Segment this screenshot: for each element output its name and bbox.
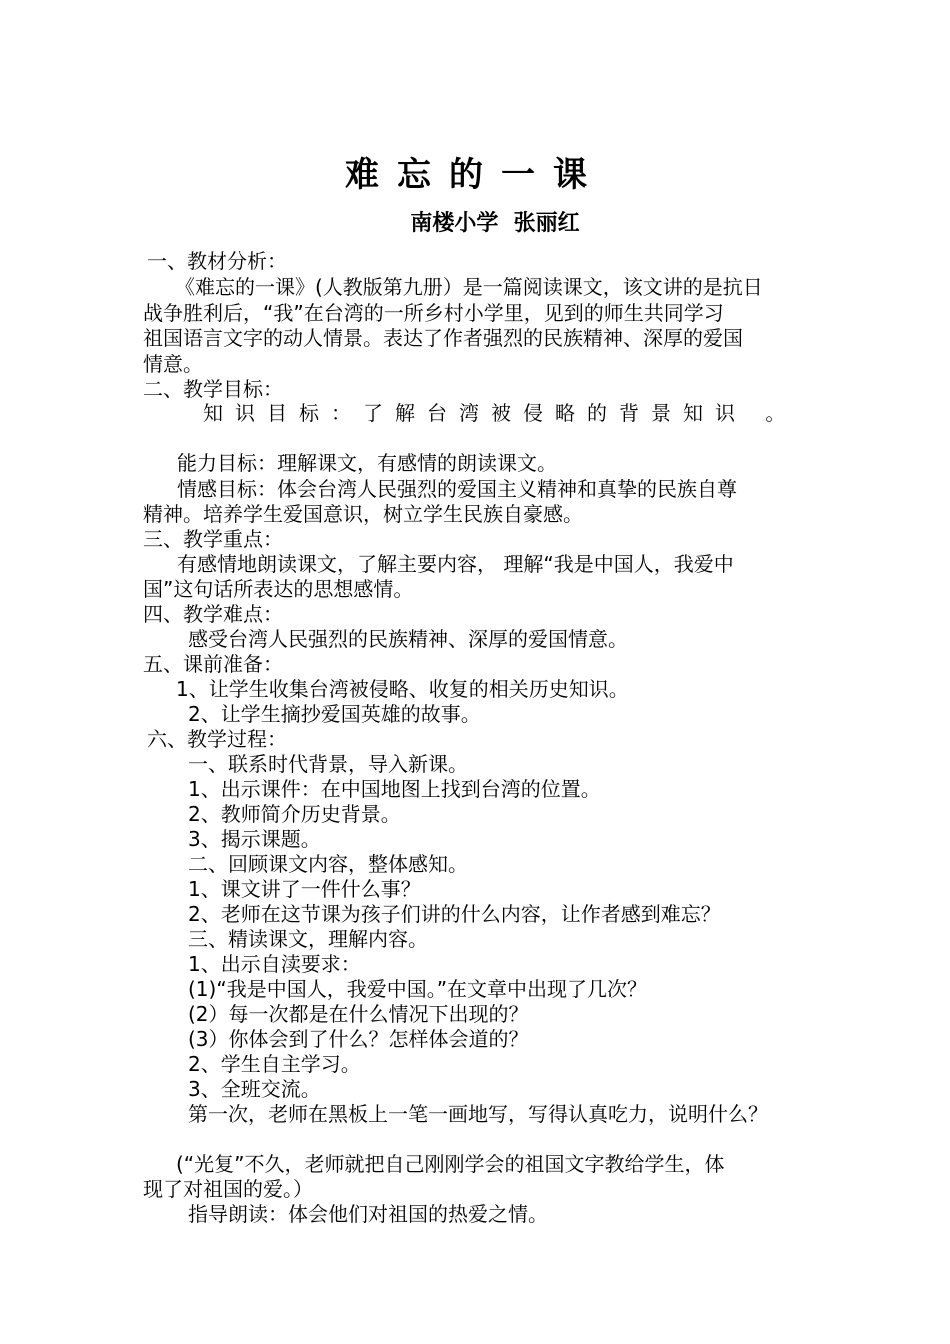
section-heading-materials: 一、教材分析： bbox=[147, 249, 287, 273]
list-item: 1、出示课件：在中国地图上找到台湾的位置。 bbox=[188, 777, 601, 801]
list-item: (1)“我是中国人，我爱中国。”在文章中出现了几次？ bbox=[188, 977, 648, 1001]
author-text: 南楼小学 张丽红 bbox=[410, 211, 580, 236]
paragraph-line: 知识目标：了解台湾被侵略的背景知识 。 bbox=[203, 401, 798, 425]
paragraph-line: 情感目标：体会台湾人民强烈的爱国主义精神和真挚的民族自尊 bbox=[177, 477, 737, 501]
section-heading-difficulties: 四、教学难点： bbox=[143, 602, 283, 626]
list-item: 2、老师在这节课为孩子们讲的什么内容，让作者感到难忘？ bbox=[188, 902, 721, 926]
list-item: 一、联系时代背景，导入新课。 bbox=[188, 752, 468, 776]
paragraph-line: 国”这句话所表达的思想感情。 bbox=[143, 577, 414, 601]
paragraph-line: 有感情地朗读课文，了解主要内容， 理解“我是中国人，我爱中 bbox=[177, 552, 734, 576]
paragraph-line: 祖国语言文字的动人情景。表达了作者强烈的民族精神、深厚的爱国 bbox=[143, 326, 743, 350]
list-item: 2、教师简介历史背景。 bbox=[188, 802, 401, 826]
paragraph-line: 指导朗读：体会他们对祖国的热爱之情。 bbox=[188, 1202, 548, 1226]
section-heading-goals: 二、教学目标： bbox=[143, 377, 283, 401]
paragraph-line: 《难忘的一课》(人教版第九册）是一篇阅读课文，该文讲的是抗日 bbox=[175, 275, 763, 299]
list-item: (2）每一次都是在什么情况下出现的？ bbox=[188, 1002, 529, 1026]
section-heading-key-points: 三、教学重点： bbox=[143, 527, 283, 551]
paragraph-line: 精神。培养学生爱国意识，树立学生民族自豪感。 bbox=[143, 502, 583, 526]
list-item: (3）你体会到了什么？怎样体会道的？ bbox=[188, 1027, 529, 1051]
list-item: 3、全班交流。 bbox=[188, 1077, 321, 1101]
paragraph-line: 能力目标：理解课文，有感情的朗读课文。 bbox=[177, 451, 557, 475]
list-item: 1、让学生收集台湾被侵略、收复的相关历史知识。 bbox=[176, 677, 629, 701]
section-heading-process: 六、教学过程： bbox=[147, 727, 287, 751]
paragraph-line: 情意。 bbox=[143, 352, 203, 376]
list-item: 1、课文讲了一件什么事？ bbox=[188, 877, 421, 901]
document-author bbox=[0, 208, 950, 240]
list-item: 2、学生自主学习。 bbox=[188, 1052, 361, 1076]
paragraph-line: 现了对祖国的爱。） bbox=[143, 1177, 313, 1201]
document-title: 难忘的一课 bbox=[345, 155, 605, 195]
list-item: 三、精读课文，理解内容。 bbox=[188, 927, 428, 951]
paragraph-line: 感受台湾人民强烈的民族精神、深厚的爱国情意。 bbox=[188, 627, 628, 651]
section-heading-preparation: 五、课前准备： bbox=[143, 652, 283, 676]
list-item: 3、揭示课题。 bbox=[188, 827, 321, 851]
list-item: 2、让学生摘抄爱国英雄的故事。 bbox=[188, 702, 481, 726]
list-item: 二、回顾课文内容，整体感知。 bbox=[188, 852, 468, 876]
paragraph-line: 第一次，老师在黑板上一笔一画地写，写得认真吃力，说明什么？ bbox=[188, 1102, 768, 1126]
paragraph-line: (“光复”不久，老师就把自己刚刚学会的祖国文字教给学生，体 bbox=[176, 1152, 725, 1176]
list-item: 1、出示自渎要求： bbox=[188, 952, 361, 976]
paragraph-line: 战争胜利后，“我”在台湾的一所乡村小学里，见到的师生共同学习 bbox=[143, 301, 724, 325]
